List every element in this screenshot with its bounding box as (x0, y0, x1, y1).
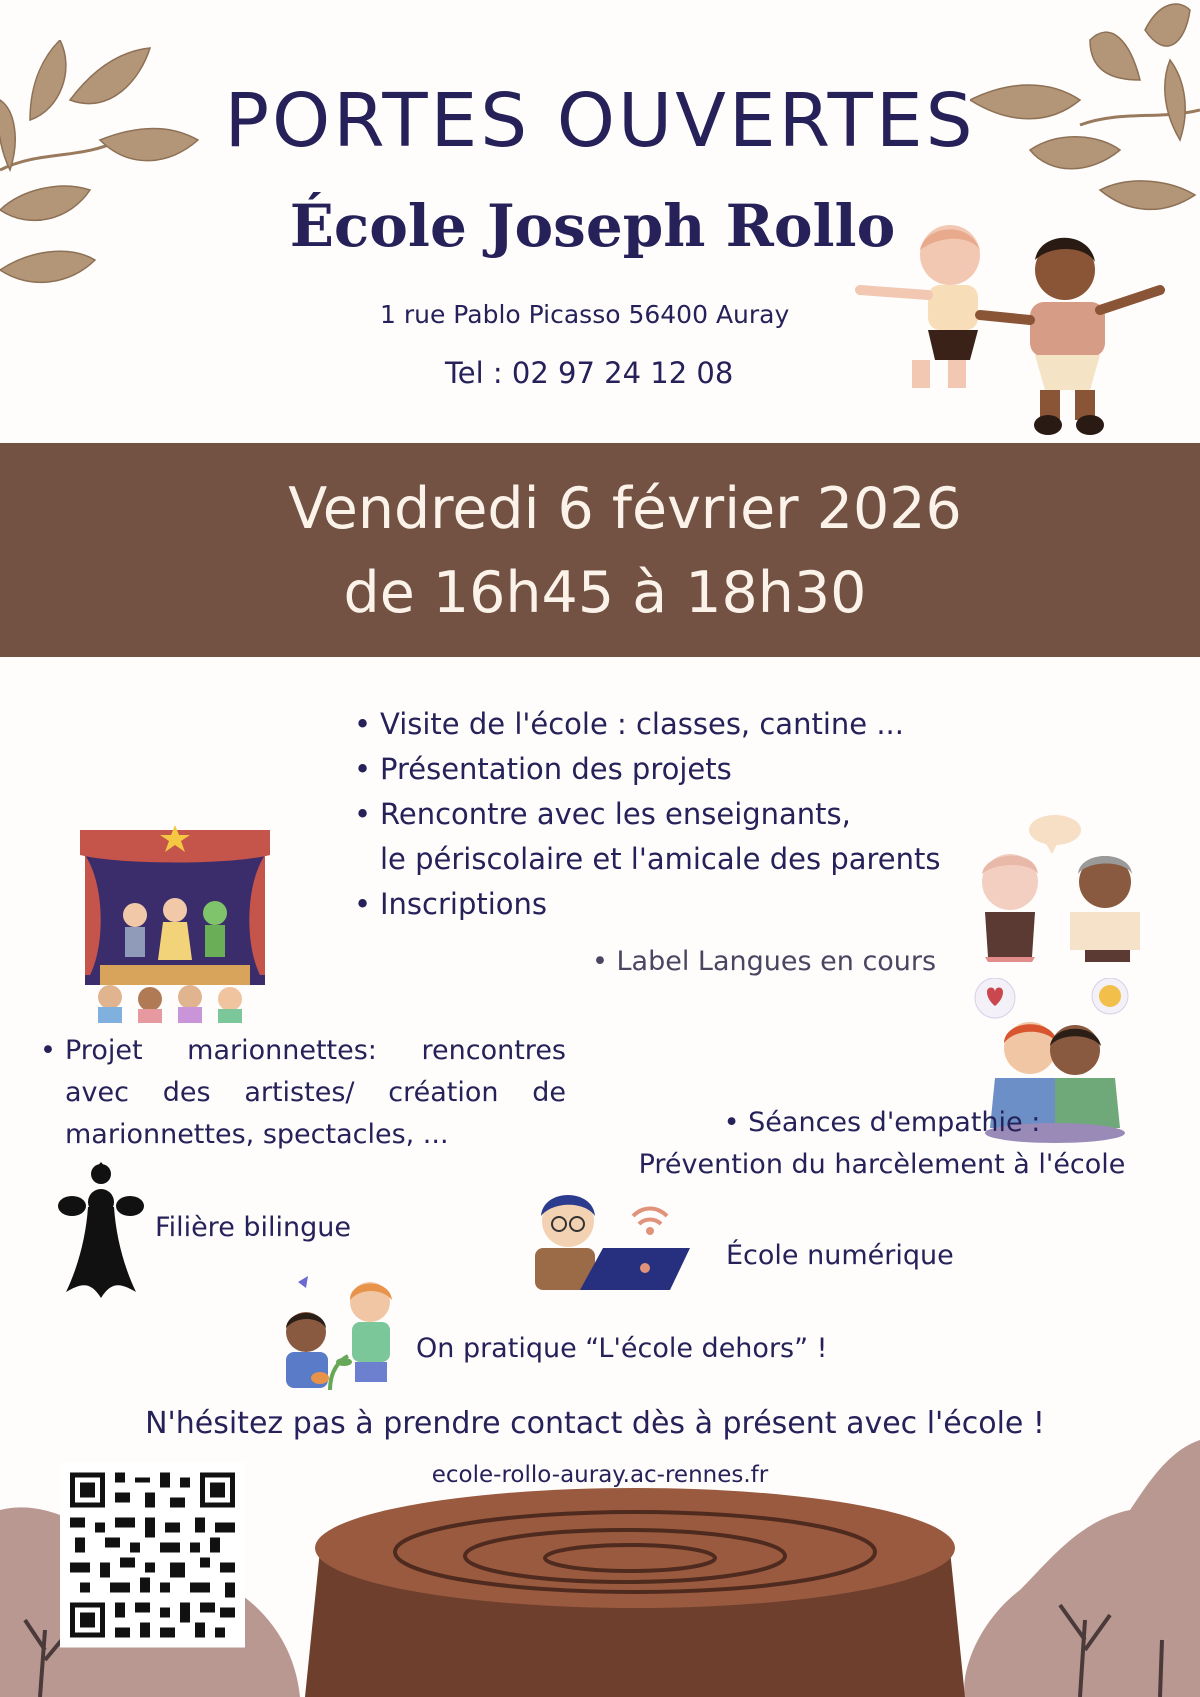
school-phone: Tel : 02 97 24 12 08 (445, 356, 734, 390)
marionnettes-project-text (40, 1030, 566, 1156)
list-item: • Présentation des projets (354, 747, 941, 792)
program-list (354, 702, 941, 927)
outdoor-school-text: On pratique “L'école dehors” ! (416, 1333, 828, 1364)
event-date: Vendredi 6 février 2026 (288, 476, 962, 542)
list-item: • Rencontre avec les enseignants, (354, 792, 941, 837)
school-name: École Joseph Rollo (289, 192, 896, 260)
bilingual-track-text: Filière bilingue (155, 1212, 352, 1243)
digital-school-text: École numérique (726, 1240, 954, 1271)
list-item-continuation: le périscolaire et l'amicale des parents (380, 842, 941, 876)
running-children-illustration (850, 220, 1170, 440)
laptop-child-illustration (535, 1186, 695, 1290)
event-time: de 16h45 à 18h30 (343, 560, 867, 626)
school-address: 1 rue Pablo Picasso 56400 Auray (380, 300, 790, 329)
empathy-line-2: Prévention du harcèlement à l'école (638, 1149, 1126, 1180)
label-langues-text: • Label Langues en cours (592, 946, 937, 977)
list-item: • Visite de l'école : classes, cantine ... (354, 702, 941, 747)
outdoor-children-illustration (270, 1270, 405, 1395)
breton-ermine-icon (58, 1162, 144, 1300)
marionnettes-text: Projet marionnettes: rencontres avec des artistes/ création de marionnettes, spectacles, ... (65, 1035, 566, 1150)
empathy-line-1: • Séances d'empathie : (723, 1107, 1041, 1138)
talking-children-illustration (960, 812, 1150, 962)
empathy-sessions-text (612, 1102, 1152, 1186)
contact-invitation: N'hésitez pas à prendre contact dès à présent avec l'école ! (145, 1406, 1045, 1441)
bullet: • (40, 1035, 56, 1066)
list-item: • Inscriptions (354, 882, 941, 927)
qr-code-icon[interactable] (60, 1462, 245, 1648)
puppet-theatre-illustration (80, 825, 270, 1025)
school-website-link[interactable]: ecole-rollo-auray.ac-rennes.fr (431, 1462, 769, 1488)
page-title: PORTES OUVERTES (224, 78, 976, 164)
